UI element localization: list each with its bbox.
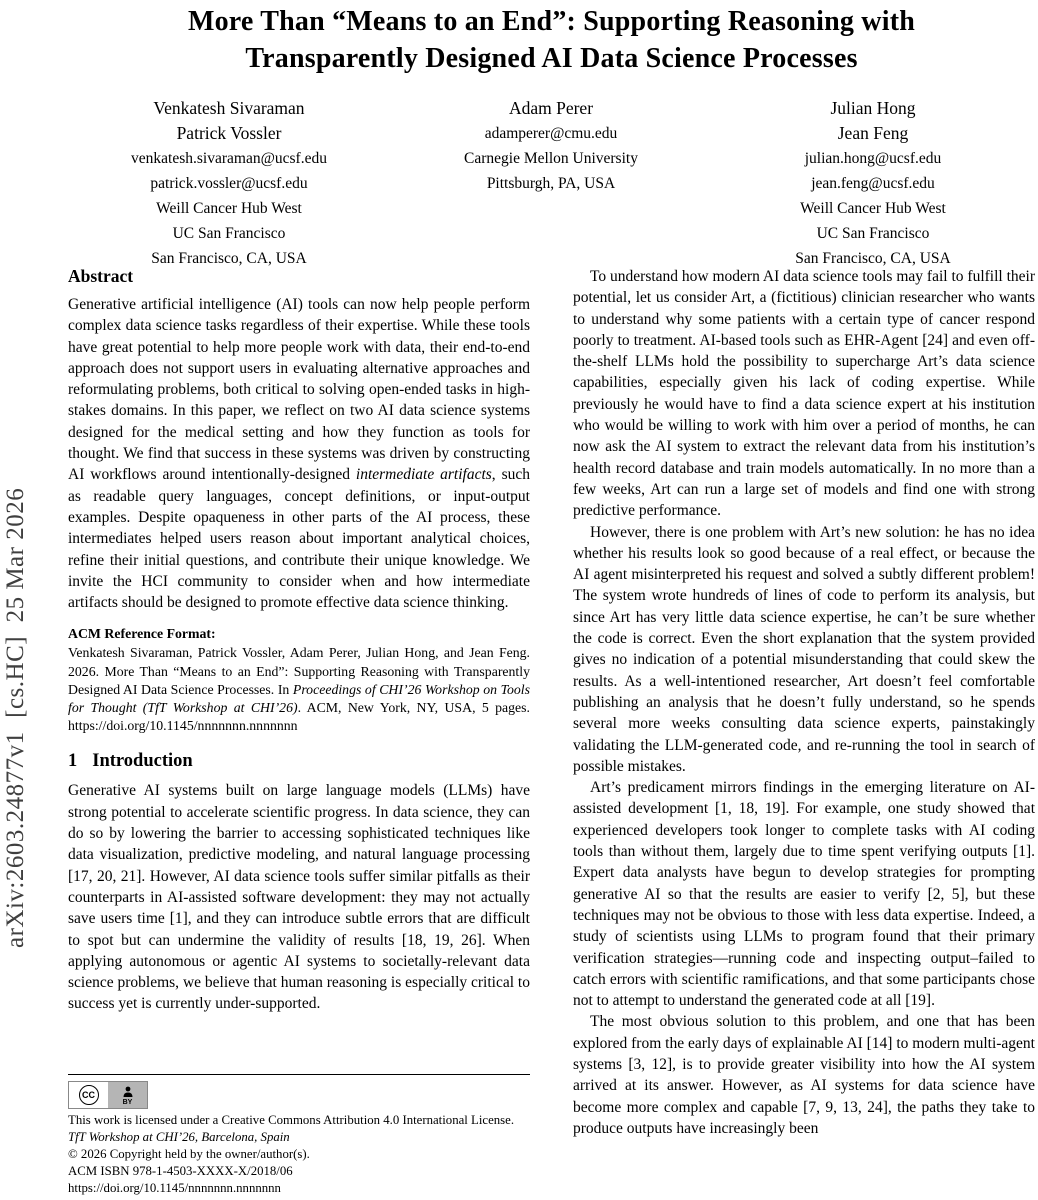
author-block-3	[712, 96, 1034, 271]
body-paragraph: However, there is one problem with Art’s new solution: he has no idea whether his results look so good because of a real effect, or because the AI agent misinterpreted his request and solved a subtly different problem! The system wrote hundreds of lines of code to perform its analysis, but since Art has very little data science expertise, he can’t be sure whether the code is correct. Even the short explanation that the system provided gives no indication of a potential misunderstanding that could skew the results. As a well-intentioned researcher, Art doesn’t feel comfortable publishing an analysis that he doesn’t fully understand, so he spends several more weeks consulting data science experts, painstakingly validating the LLM-generated code, and re-running the tool in search of possible mistakes.	[573, 523, 1035, 775]
author-block-2	[390, 96, 712, 271]
copyright-line: © 2026 Copyright held by the owner/author(s).	[68, 1146, 310, 1161]
abstract-heading: Abstract	[68, 266, 134, 286]
author-email: julian.hong@ucsf.edu	[804, 149, 942, 167]
title-line-2: Transparently Designed AI Data Science Processes	[245, 42, 858, 74]
author-name: Venkatesh Sivaraman	[153, 97, 305, 118]
section-heading-introduction	[68, 751, 530, 772]
author-name: Julian Hong	[830, 97, 916, 118]
left-column	[68, 266, 530, 1015]
cc-icon: CC	[69, 1082, 108, 1108]
section-number: 1	[68, 751, 78, 772]
author-affiliation: Weill Cancer Hub West	[800, 199, 946, 217]
acm-ref-post: . ACM, New York, NY, USA, 5 pages.	[297, 700, 530, 716]
venue-line: TfT Workshop at CHI’26, Barcelona, Spain	[68, 1129, 290, 1144]
body-paragraph: Art’s predicament mirrors findings in the emerging literature on AI-assisted development [1, 18, 19]. For example, one study showed that experienced developers took longer to complete tasks with AI coding tools than without them, largely due to time spent verifying outputs [1]. Expert data analysts have begun to develop strategies for prompting generative AI so that the results are easier to verify [2, 5], but these techniques may not be obvious to those with less data expertise. Indeed, a study of scientists using LLMs to program found that their primary verification strategies—running code and inspecting output–failed to catch errors with scientific ramifications, and that some participants chose not to attempt to understand the generated code at all [19].	[573, 779, 1035, 1010]
author-affiliation: UC San Francisco	[172, 224, 286, 242]
license-block	[68, 1112, 530, 1197]
footer-doi-link[interactable]: https://doi.org/10.1145/nnnnnnn.nnnnnnn	[68, 1180, 281, 1195]
acm-reference-heading: ACM Reference Format:	[68, 626, 216, 642]
arxiv-banner: arXiv:2603.24877v1 [cs.HC] 25 Mar 2026	[2, 487, 29, 948]
author-blocks	[68, 96, 1035, 271]
author-affiliation: San Francisco, CA, USA	[795, 249, 951, 267]
author-name: Adam Perer	[508, 97, 594, 118]
doi-link[interactable]: https://doi.org/10.1145/nnnnnnn.nnnnnnn	[68, 718, 298, 734]
paper-header	[68, 4, 1035, 271]
author-name: Patrick Vossler	[176, 122, 282, 143]
cc-by-badge	[68, 1081, 148, 1109]
abstract-text	[68, 294, 530, 613]
right-column	[573, 266, 1035, 1200]
copyright-footer	[68, 1074, 530, 1197]
abstract-text-italic: intermediate artifacts	[355, 466, 492, 484]
author-name: Jean Feng	[837, 122, 909, 143]
person-icon: BY	[108, 1082, 147, 1108]
author-block-1	[68, 96, 390, 271]
author-email: adamperer@cmu.edu	[484, 124, 618, 142]
title-line-1: More Than “Means to an End”: Supporting Reasoning with	[187, 6, 915, 37]
isbn-line: ACM ISBN 978-1-4503-XXXX-X/2018/06	[68, 1163, 293, 1178]
paper-title	[68, 4, 1035, 78]
license-line: This work is licensed under a Creative Commons Attribution 4.0 International License.	[68, 1113, 515, 1127]
author-email: patrick.vossler@ucsf.edu	[150, 174, 308, 192]
author-affiliation: Weill Cancer Hub West	[156, 199, 302, 217]
acm-ref-proceedings: Proceedings of CHI’26 Workshop on Tools for Thought (TfT Workshop at CHI’26)	[68, 681, 530, 716]
author-email: jean.feng@ucsf.edu	[811, 174, 935, 192]
introduction-paragraph: Generative AI systems built on large language models (LLMs) have strong potential to accelerate scientific progress. In data science, they can do so by lowering the barrier to accessing sophisticated techniques like data visualization, predictive modeling, and natural language processing [17, 20, 21]. However, AI data science tools suffer similar pitfalls as their counterparts in AI-assisted software development: they may not actually save users time [1], and they can introduce subtle errors that are difficult to spot but can undermine the validity of results [18, 19, 26]. When applying autonomous or agentic AI systems to societally-relevant data science problems, we believe that human reasoning is especially critical to success yet is currently under-supported.	[68, 782, 530, 1013]
author-affiliation: Carnegie Mellon University	[464, 149, 638, 167]
acm-ref-pre: Venkatesh Sivaraman, Patrick Vossler, Adam Perer, Julian Hong, and Jean Feng. 2026. More Than “Means to an End”: Supporting Reasoning with Transparently Designed AI Data Science Processes. In	[68, 645, 530, 697]
section-title: Introduction	[92, 751, 193, 772]
abstract-text-post: , such as readable query languages, concept definitions, or input-output examples. Despite opaqueness in other parts of the AI process, these intermediates helped users reason about important analytical choices, refine their initial questions, and contribute their unique knowledge. We invite the HCI community to consider when and how intermediate artifacts should be designed to promote effective data science thinking.	[68, 466, 530, 612]
author-affiliation: UC San Francisco	[816, 224, 930, 242]
author-affiliation: Pittsburgh, PA, USA	[486, 174, 616, 192]
body-paragraph: The most obvious solution to this problem, and one that has been explored from the early days of explainable AI [14] to modern multi-agent systems [3, 12], is to provide greater visibility into how the AI system arrived at its answer. However, as AI systems for data science have become more complex and capable [7, 9, 13, 24], the paths they take to produce outputs have increasingly been	[573, 1013, 1035, 1137]
acm-reference-text	[68, 644, 530, 735]
author-affiliation: San Francisco, CA, USA	[151, 249, 307, 267]
footnote-rule	[68, 1074, 530, 1075]
author-email: venkatesh.sivaraman@ucsf.edu	[131, 149, 327, 167]
body-paragraph: To understand how modern AI data science tools may fail to fulfill their potential, let us consider Art, a (fictitious) clinician researcher who wants to understand why some patients with a certain type of cancer respond poorly to treatment. AI-based tools such as EHR-Agent [24] and even off-the-shelf LLMs hold the possibility to supercharge Art’s data science capabilities, especially given his lack of coding expertise. While previously he would have to find a data science expert at his institution who would be willing to work with him over a period of months, he can now ask the AI system to extract the relevant data from his institution’s health record database and train models automatically. In no more than a few weeks, Art can run a large set of models and find one with strong predictive performance.	[573, 268, 1035, 520]
abstract-text-pre: Generative artificial intelligence (AI) tools can now help people perform complex data science tasks regardless of their expertise. While these tools have great potential to help more people work with data, their end-to-end approach does not support users in evaluating alternative approaches and reformulating problems, both critical to solving open-ended tasks in high-stakes domains. In this paper, we reflect on two AI data science systems designed for the medical setting and how they function as tools for thought. We find that success in these systems was driven by constructing AI workflows around intentionally-designed	[68, 296, 530, 484]
